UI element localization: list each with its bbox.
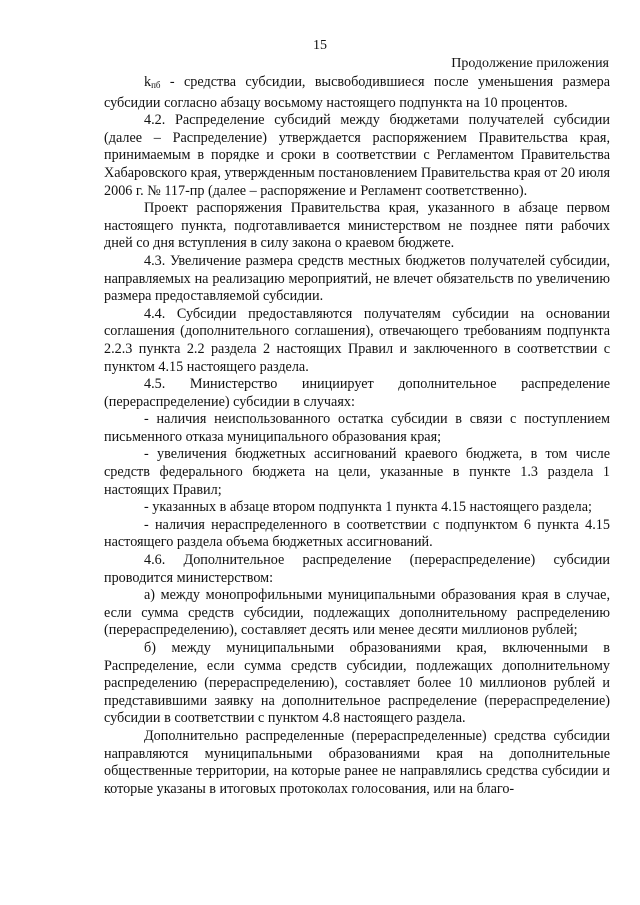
list-item-budget-increase: - увеличения бюджетных ассигнований краевого бюджета, в том числе средств федерального бюджета на цели, указанные в пункте 1.3 раздела 1 настоящих Правил; xyxy=(104,446,610,498)
list-item-a: а) между монопрофильными муниципальными образования края в случае, если сумма средств субсидии, подлежащих дополнительному распределению (перераспределению), составляет десять или менее десяти миллионов рублей; xyxy=(104,587,610,639)
list-item-b: б) между муниципальными образованиями края, включенными в Распределение, если сумма средств субсидии, подлежащих дополнительному распределению (перераспределению), составляет более 10 миллионов рублей и представившими заявку на дополнительное распределение (перераспределение) субсидии в соответствии с пунктом 4.8 настоящего раздела. xyxy=(104,640,610,727)
paragraph-draft-order: Проект распоряжения Правительства края, указанного в абзаце первом настоящего пункта, подготавливается министерством не позднее пяти рабочих дней со дня вступления в силу закона о краевом бюджете. xyxy=(104,200,610,252)
list-item-paragraph-4-15: - указанных в абзаце втором подпункта 1 пункта 4.15 настоящего раздела; xyxy=(144,499,592,516)
k-symbol: k xyxy=(144,74,152,90)
appendix-continuation-note: Продолжение приложения xyxy=(451,56,609,71)
paragraph-k-pb-definition xyxy=(104,74,610,112)
paragraph-4-5: 4.5. Министерство инициирует дополнительное распределение (перераспределение) субсидии в случаях: xyxy=(104,376,610,410)
list-item-unallocated-volume: - наличия нераспределенного в соответствии с подпунктом 6 пункта 4.15 настоящего раздела объема бюджетных ассигнований. xyxy=(104,516,610,551)
paragraph-additional-funds: Дополнительно распределенные (перераспределенные) средства субсидии направляются муниципальными образованиями края на дополнительные общественные территории, на которые ранее не направлялись средства субсидии и которые указаны в итоговых протоколах голосования, или на благо- xyxy=(104,727,610,797)
k-subscript: пб xyxy=(151,80,161,90)
list-item-unused-balance: - наличия неиспользованного остатка субсидии в связи с поступлением письменного отказа муниципального образования края; xyxy=(104,411,610,445)
document-body xyxy=(104,74,610,798)
page-number: 15 xyxy=(313,38,327,53)
paragraph-4-6: 4.6. Дополнительное распределение (перераспределение) субсидии проводится министерством: xyxy=(104,552,610,586)
paragraph-4-3: 4.3. Увеличение размера средств местных бюджетов получателей субсидии, направляемых на реализацию мероприятий, не влечет обязательств по увеличению размера предоставляемой субсидии. xyxy=(104,252,610,305)
paragraph-4-4: 4.4. Субсидии предоставляются получателям субсидии на основании соглашения (дополнительного соглашения), отвечающего требованиям подпункта 2.2.3 пункта 2.2 раздела 2 настоящих Правил и заключенного в соответствии с пунктом 4.15 настоящего раздела. xyxy=(104,305,610,375)
paragraph-4-2: 4.2. Распределение субсидий между бюджетами получателей субсидии (далее – Распределение) утверждается распоряжением Правительства края, принимаемым в порядке и сроки в соответствии с Регламентом Правительства Хабаровского края, утвержденным постановлением Правительства края от 20 июля 2006 г. № 117-пр (далее – распоряжение и Регламент соответственно). xyxy=(104,112,610,199)
k-definition-text: - средства субсидии, высвободившиеся после уменьшения размера субсидии согласно абзацу восьмому настоящего подпункта на 10 процентов. xyxy=(104,74,610,111)
